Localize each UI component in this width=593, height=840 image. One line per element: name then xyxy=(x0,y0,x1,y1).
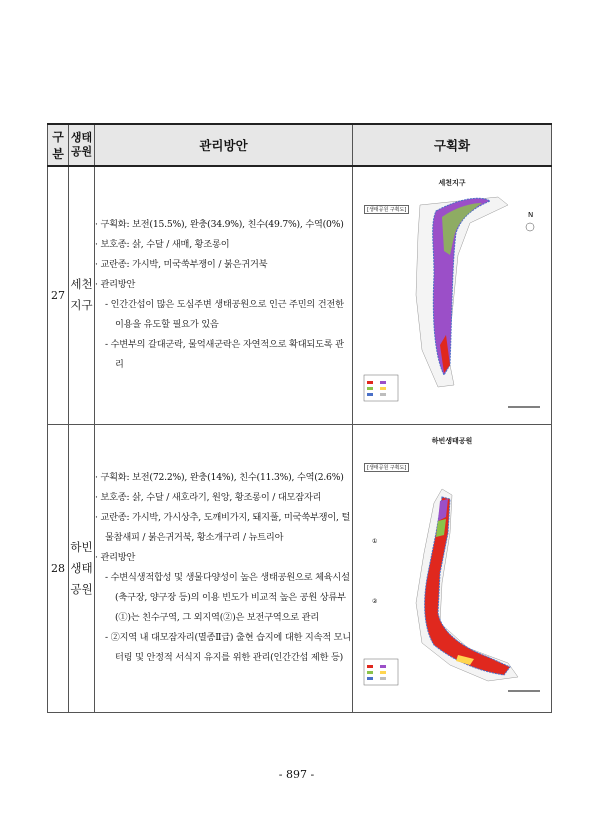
plan-invasive: · 교란종: 가시박, 가시상추, 도깨비가지, 돼지풀, 미국쑥부쟁이, 털물참새피 / 붉은귀거북, 황소개구리 / 뉴트리아 xyxy=(95,512,351,543)
plan-measure-item: - 수변부의 갈대군락, 물억새군락은 자연적으로 확대되도록 관리 xyxy=(105,339,344,371)
table-header-row xyxy=(48,124,552,166)
zoning-map xyxy=(358,433,546,703)
header-management-plan: 관리방안 xyxy=(95,124,353,166)
map-title: 하빈생태공원 xyxy=(431,437,473,445)
header-category: 구분 xyxy=(48,124,69,166)
zoning-map-cell xyxy=(353,424,552,712)
row-number: 27 xyxy=(48,166,69,424)
park-name xyxy=(69,166,95,424)
zoning-map xyxy=(358,175,546,415)
plan-measures: · 관리방안 xyxy=(95,552,136,563)
plan-measures: · 관리방안 xyxy=(95,279,136,291)
north-arrow-icon: N xyxy=(528,211,534,220)
park-name-line2: 생태 xyxy=(70,560,93,575)
plan-protected: · 보호종: 삵, 수달 / 새매, 황조롱이 xyxy=(95,239,230,251)
management-plan xyxy=(95,166,353,424)
table-row xyxy=(48,166,552,424)
table-row xyxy=(48,424,552,712)
svg-text:②: ② xyxy=(372,598,378,605)
plan-protected: · 보호종: 삵, 수달 / 새호라기, 원앙, 황조롱이 / 대모잠자리 xyxy=(95,492,322,503)
row-number: 28 xyxy=(48,424,69,712)
header-zoning: 구획화 xyxy=(353,124,552,166)
header-park-line2: 공원 xyxy=(70,145,93,158)
zoning-map-cell xyxy=(353,166,552,424)
plan-zoning: · 구획화: 보전(15.5%), 완충(34.9%), 친수(49.7%), 수역(0%) xyxy=(95,219,344,231)
header-eco-park xyxy=(69,124,95,166)
park-name xyxy=(69,424,95,712)
plan-invasive: · 교란종: 가시박, 미국쑥부쟁이 / 붉은귀거북 xyxy=(95,259,268,271)
park-name-line1: 세천 xyxy=(70,277,93,292)
zoning-map-image xyxy=(358,175,546,415)
header-park-line1: 생태 xyxy=(70,131,93,144)
page-number: - 897 - xyxy=(278,768,315,781)
park-name-line3: 공원 xyxy=(70,581,93,596)
management-plan xyxy=(95,424,353,712)
map-label: [생태공원 구획도] xyxy=(364,463,409,472)
plan-measure-item: - 인간간섭이 많은 도심주변 생태공원으로 인근 주민의 건전한 이용을 유도할 필요가 있음 xyxy=(105,299,344,331)
management-table xyxy=(47,123,552,713)
park-name-line1: 하빈 xyxy=(70,539,93,554)
plan-zoning: · 구획화: 보전(72.2%), 완충(14%), 친수(11.3%), 수역(2.6%) xyxy=(95,472,344,483)
park-name-line2: 지구 xyxy=(70,298,93,313)
plan-measure-item: - 수변식생적합성 및 생물다양성이 높은 생태공원으로 체육시설(축구장, 양구장 등)의 이용 빈도가 비교적 높은 공원 상류부(①)는 친수구역, 그 외지역(②)은 보전구역으로 관리 xyxy=(105,572,350,623)
svg-text:①: ① xyxy=(372,538,378,545)
map-title: 세천지구 xyxy=(438,179,466,188)
zoning-map-image xyxy=(358,433,546,703)
plan-measure-item: - ②지역 내 대모잠자리(멸종Ⅱ급) 출현 습지에 대한 지속적 모니터링 및 안정적 서식지 유지를 위한 관리(인간간섭 제한 등) xyxy=(105,632,351,663)
map-label: [생태공원 구획도] xyxy=(364,205,409,214)
